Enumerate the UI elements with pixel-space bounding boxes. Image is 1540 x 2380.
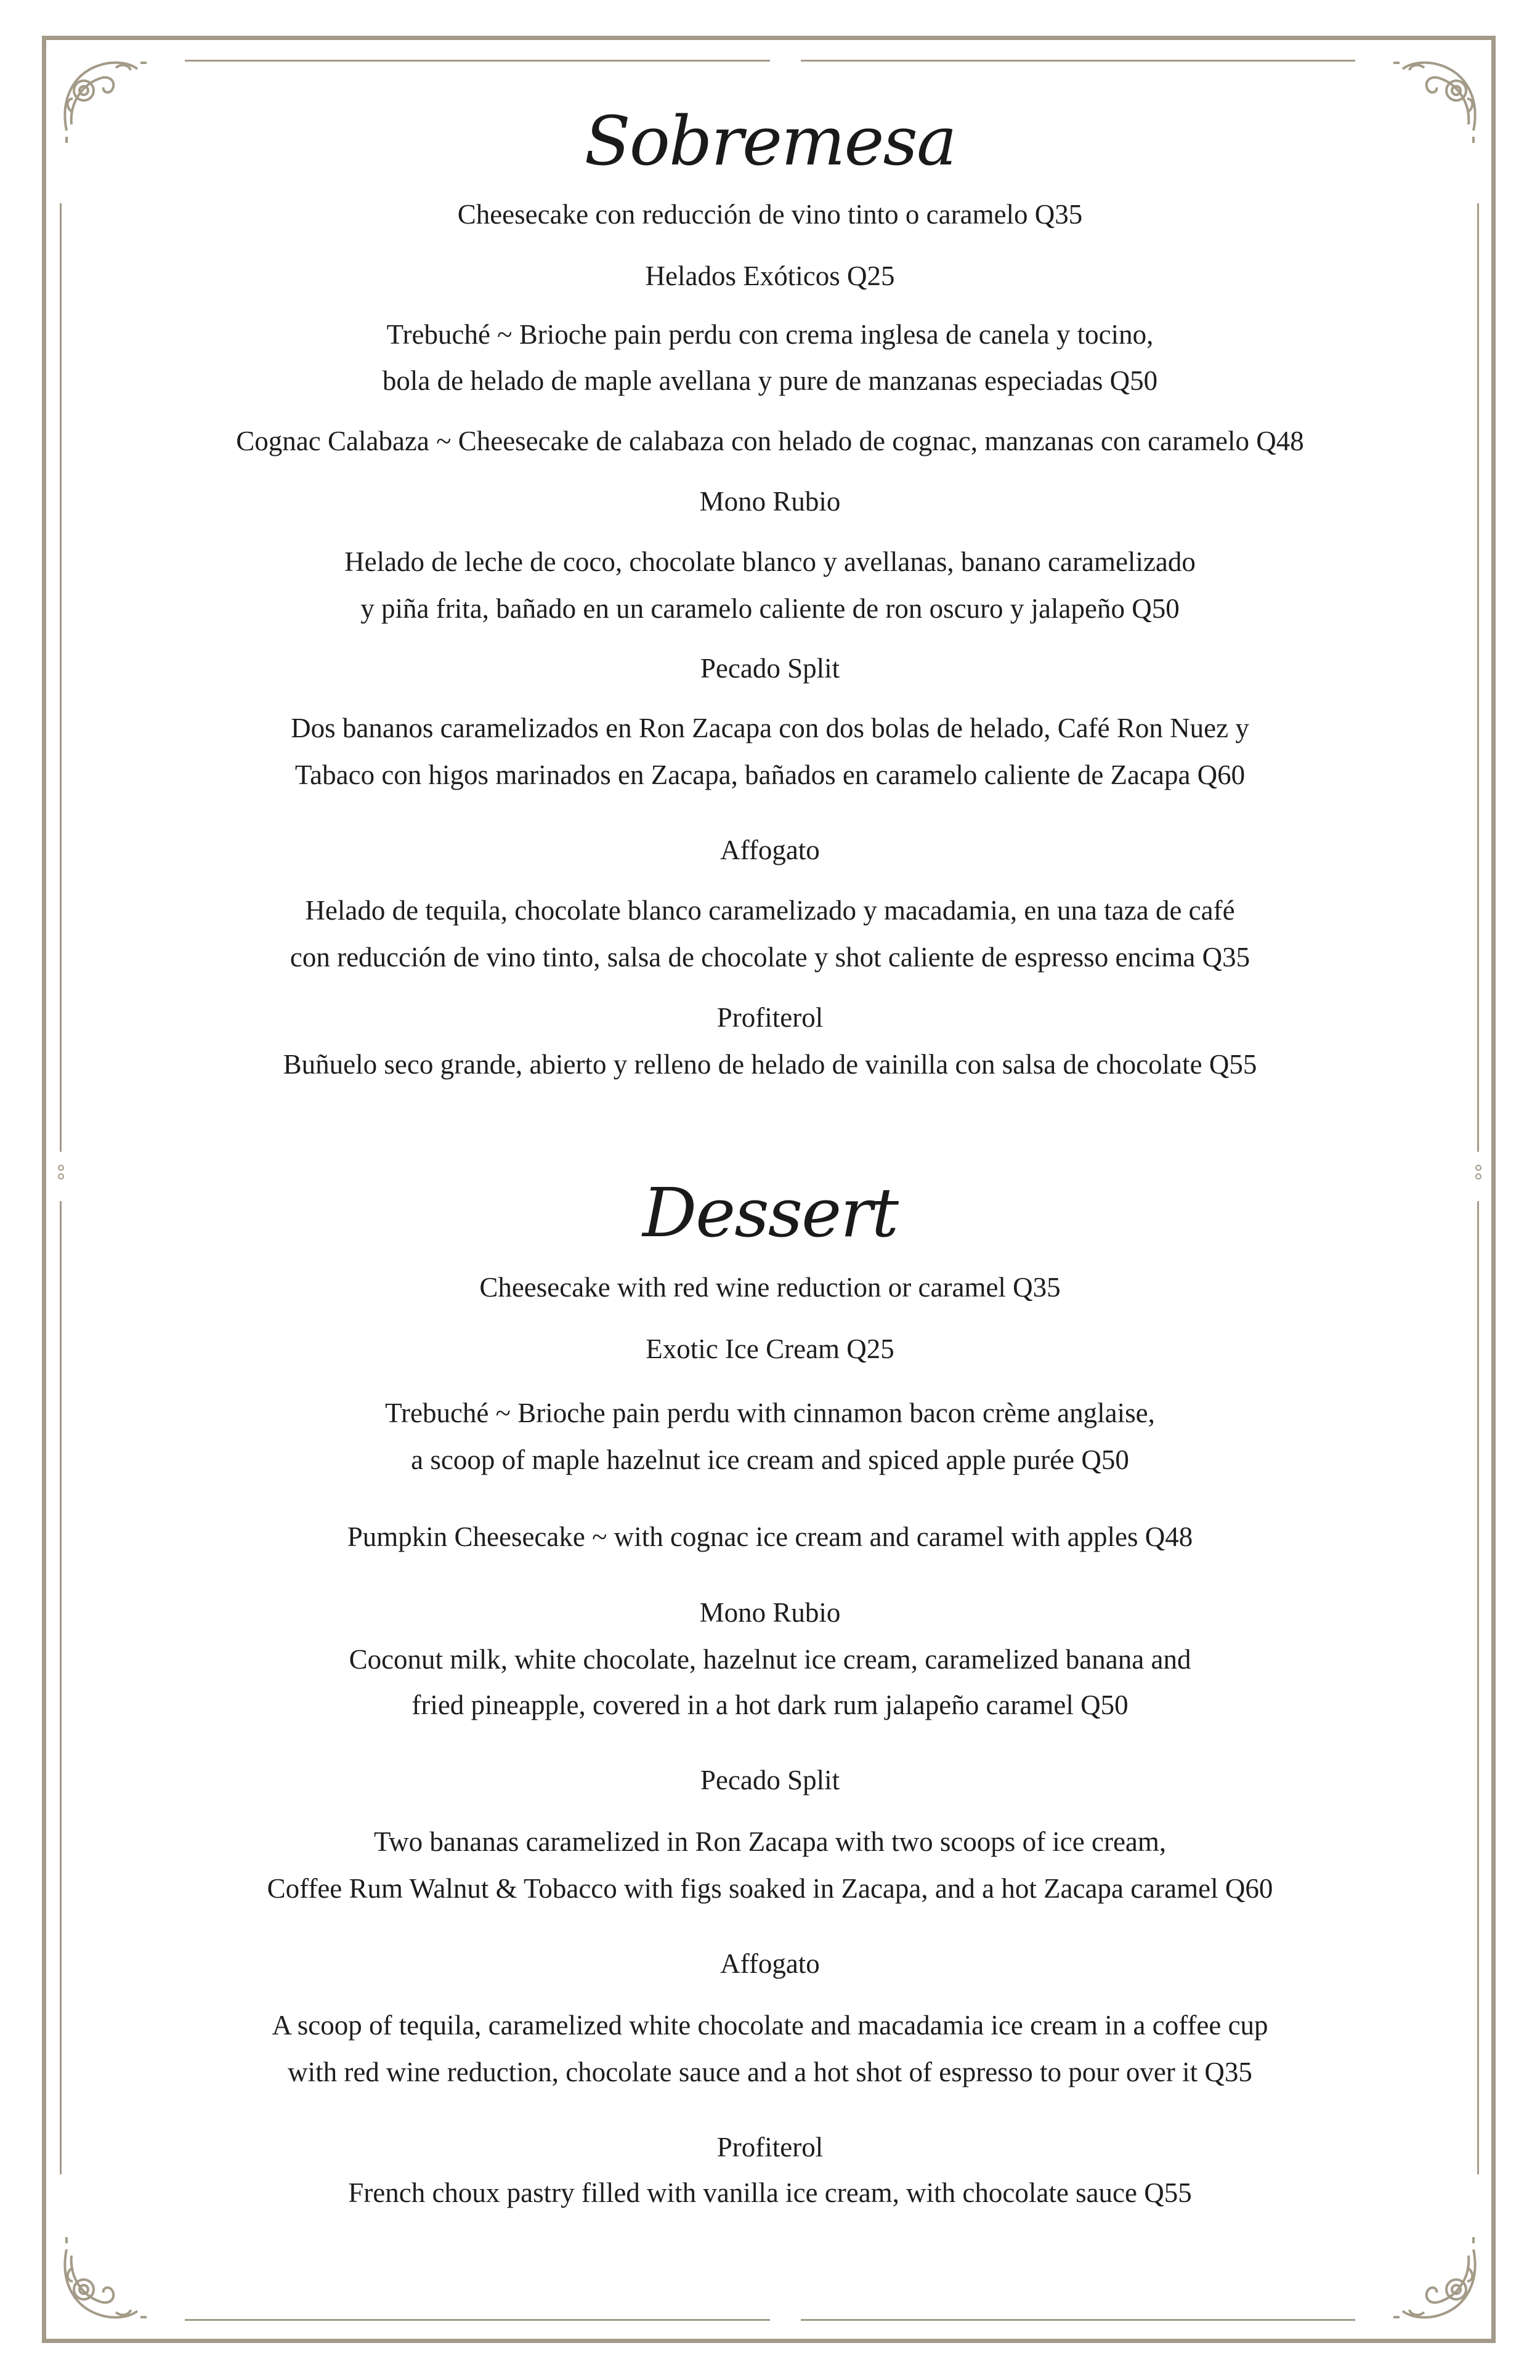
menu-line: fried pineapple, covered in a hot dark rum jalapeño caramel Q50 <box>411 1690 1129 1720</box>
section-title-dessert: Dessert <box>642 1173 898 1252</box>
menu-line: Pecado Split <box>700 1765 840 1795</box>
menu-line: Pecado Split <box>700 653 840 684</box>
menu-line: a scoop of maple hazelnut ice cream and spiced apple purée Q50 <box>411 1444 1129 1475</box>
menu-line: Dos bananos caramelizados en Ron Zacapa con dos bolas de helado, Café Ron Nuez y <box>291 713 1249 743</box>
menu-line: Helado de tequila, chocolate blanco caramelizado y macadamia, en una taza de café <box>305 895 1235 926</box>
right-inner-rule-lower <box>1477 1201 1479 2174</box>
menu-line: Coffee Rum Walnut & Tobacco with figs soaked in Zacapa, and a hot Zacapa caramel Q60 <box>267 1873 1273 1904</box>
menu-line: Trebuché ~ Brioche pain perdu con crema inglesa de canela y tocino, <box>386 319 1154 350</box>
border-tick-icon <box>58 1164 64 1180</box>
menu-line: with red wine reduction, chocolate sauce and a hot shot of espresso to pour over it Q35 <box>288 2057 1252 2087</box>
menu-line: Mono Rubio <box>699 486 841 517</box>
menu-line: Mono Rubio <box>699 1597 841 1628</box>
top-inner-rule-right <box>801 60 1355 62</box>
menu-line: A scoop of tequila, caramelized white chocolate and macadamia ice cream in a coffee cup <box>272 2010 1268 2041</box>
menu-line: con reducción de vino tinto, salsa de chocolate y shot caliente de espresso encima Q35 <box>290 942 1250 973</box>
menu-line: y piña frita, bañado en un caramelo caliente de ron oscuro y jalapeño Q50 <box>360 593 1180 624</box>
menu-line: Two bananas caramelized in Ron Zacapa with two scoops of ice cream, <box>373 1826 1167 1857</box>
menu-line: Buñuelo seco grande, abierto y relleno de helado de vainilla con salsa de chocolate Q55 <box>283 1049 1257 1080</box>
menu-line: Trebuché ~ Brioche pain perdu with cinnamon bacon crème anglaise, <box>385 1398 1155 1428</box>
menu-line: Cheesecake with red wine reduction or caramel Q35 <box>479 1272 1061 1303</box>
menu-line: Pumpkin Cheesecake ~ with cognac ice cream and caramel with apples Q48 <box>347 1521 1193 1552</box>
bottom-inner-rule <box>185 2319 770 2321</box>
menu-line: Helados Exóticos Q25 <box>645 261 895 291</box>
menu-line: French choux pastry filled with vanilla ice cream, with chocolate sauce Q55 <box>348 2177 1192 2208</box>
left-inner-rule-lower <box>60 1201 62 2174</box>
menu-line: bola de helado de maple avellana y pure de manzanas especiadas Q50 <box>382 365 1158 396</box>
section-title-sobremesa: Sobremesa <box>584 102 956 180</box>
menu-line: Cognac Calabaza ~ Cheesecake de calabaza con helado de cognac, manzanas con caramelo Q48 <box>236 426 1304 456</box>
menu-line: Coconut milk, white chocolate, hazelnut ice cream, caramelized banana and <box>349 1644 1191 1675</box>
menu-line: Cheesecake con reducción de vino tinto o caramelo Q35 <box>457 199 1083 230</box>
menu-line: Profiterol <box>716 2132 824 2163</box>
border-tick-icon <box>1475 1164 1481 1180</box>
menu-line: Profiterol <box>716 1002 824 1033</box>
top-inner-rule <box>185 60 770 62</box>
menu-line: Tabaco con higos marinados en Zacapa, bañados en caramelo caliente de Zacapa Q60 <box>294 759 1246 790</box>
right-inner-rule-upper <box>1477 203 1479 1152</box>
bottom-inner-rule-right <box>801 2319 1355 2321</box>
left-inner-rule-upper <box>60 203 62 1152</box>
corner-ornament-icon <box>1393 2237 1486 2329</box>
menu-line: Affogato <box>720 1948 820 1979</box>
menu-line: Exotic Ice Cream Q25 <box>646 1334 894 1364</box>
menu-line: Helado de leche de coco, chocolate blanco y avellanas, banano caramelizado <box>344 546 1196 577</box>
menu-line: Affogato <box>720 835 820 865</box>
corner-ornament-icon <box>54 2237 147 2329</box>
